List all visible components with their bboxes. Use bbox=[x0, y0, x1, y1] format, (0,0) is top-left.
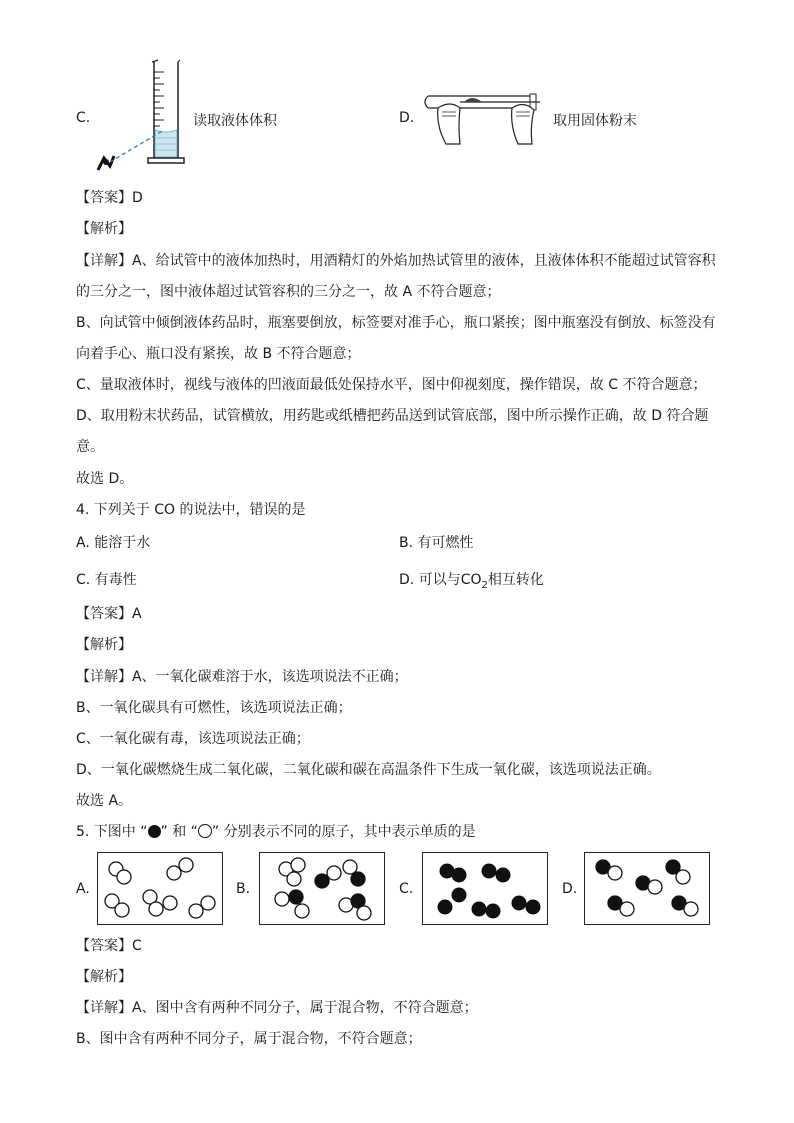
test-tube-powder-figure bbox=[420, 86, 548, 148]
q4-detail-line-2: B、一氧化碳具有可燃性，该选项说法正确； bbox=[76, 700, 352, 716]
q5-option-c-letter: C. bbox=[399, 881, 414, 897]
q4-option-a: A. 能溶于水 bbox=[76, 535, 151, 551]
graduated-cylinder-figure bbox=[92, 58, 202, 178]
q3-option-d-caption: 取用固体粉末 bbox=[553, 113, 637, 129]
atom-black bbox=[472, 902, 486, 916]
atom-white bbox=[167, 866, 181, 880]
atom-white bbox=[291, 858, 305, 872]
atom-white bbox=[201, 896, 215, 910]
co2-formula: CO bbox=[460, 572, 482, 588]
atom-black bbox=[289, 890, 303, 904]
atom-white bbox=[115, 903, 129, 917]
q3-answer: 【答案】D bbox=[76, 190, 143, 206]
q4-option-d-prefix: D. 可以与 bbox=[399, 572, 461, 588]
white-atom-icon bbox=[198, 824, 212, 838]
black-atom-icon bbox=[148, 825, 161, 838]
q4-answer: 【答案】A bbox=[76, 606, 142, 622]
atom-white bbox=[343, 860, 357, 874]
atom-white bbox=[648, 880, 662, 894]
q5-detail-line-2: B、图中含有两种不同分子，属于混合物，不符合题意； bbox=[76, 1031, 422, 1047]
q4-detail-line-3: C、一氧化碳有毒，该选项说法正确； bbox=[76, 731, 310, 747]
q5-option-a-letter: A. bbox=[76, 881, 90, 897]
atom-white bbox=[620, 902, 634, 916]
atom-black bbox=[452, 888, 466, 902]
q5-detail-line-1: 【详解】A、图中含有两种不同分子，属于混合物，不符合题意； bbox=[76, 1000, 478, 1016]
q3-detail-line-3: B、向试管中倾倒液体药品时，瓶塞要倒放，标签要对准手心，瓶口紧挨；图中瓶塞没有倒放、标签没有 bbox=[76, 315, 716, 331]
q3-detail-line-8: 故选 D。 bbox=[76, 471, 134, 487]
q3-detail-line-5: C、量取液体时，视线与液体的凹液面最低处保持水平，图中仰视刻度，操作错误，故 C 不符合题意； bbox=[76, 377, 707, 393]
q3-analysis-heading: 【解析】 bbox=[76, 221, 132, 237]
q4-option-c: C. 有毒性 bbox=[76, 572, 137, 588]
atom-white bbox=[608, 866, 622, 880]
q3-detail-line-2: 的三分之一，图中液体超过试管容积的三分之一，故 A 不符合题意； bbox=[76, 284, 501, 300]
atom-black bbox=[512, 896, 526, 910]
q3-option-c-letter: C. bbox=[76, 110, 91, 126]
q5-question-part-3: ” 分别表示不同的原子，其中表示单质的是 bbox=[211, 824, 476, 840]
atom-white bbox=[676, 870, 690, 884]
q3-detail-line-4: 向着手心、瓶口没有紧挨，故 B 不符合题意； bbox=[76, 346, 361, 362]
atom-white bbox=[684, 902, 698, 916]
q4-detail-line-1: 【详解】A、一氧化碳难溶于水，该选项说法不正确； bbox=[76, 669, 408, 685]
q5-question bbox=[76, 823, 476, 841]
q4-option-b: B. 有可燃性 bbox=[399, 535, 474, 551]
q5-option-b-box bbox=[259, 852, 385, 925]
atom-black bbox=[526, 900, 540, 914]
atom-black bbox=[452, 868, 466, 882]
q5-option-d-box bbox=[584, 852, 710, 925]
q5-answer: 【答案】C bbox=[76, 938, 142, 954]
q3-option-d-letter: D. bbox=[399, 110, 415, 126]
q4-analysis-heading: 【解析】 bbox=[76, 637, 132, 653]
atom-black bbox=[482, 864, 496, 878]
q4-detail-line-4: D、一氧化碳燃烧生成二氧化碳，二氧化碳和碳在高温条件下生成一氧化碳，该选项说法正确。 bbox=[76, 762, 661, 778]
atom-white bbox=[149, 902, 163, 916]
q4-option-d-suffix: 相互转化 bbox=[487, 572, 544, 588]
atom-white bbox=[163, 896, 177, 910]
q5-option-d-letter: D. bbox=[562, 881, 578, 897]
atom-black bbox=[438, 900, 452, 914]
atom-white bbox=[179, 858, 193, 872]
q4-detail-line-5: 故选 A。 bbox=[76, 793, 133, 809]
atom-white bbox=[275, 892, 289, 906]
atom-white bbox=[287, 872, 301, 886]
atom-white bbox=[327, 866, 341, 880]
atom-black bbox=[315, 874, 329, 888]
atom-black bbox=[486, 904, 500, 918]
q5-question-part-1: 5. 下图中 “ bbox=[76, 824, 148, 840]
q3-detail-line-7: 意。 bbox=[76, 439, 104, 455]
atom-white bbox=[117, 870, 131, 884]
co2-subscript: 2 bbox=[481, 579, 488, 591]
atom-white bbox=[189, 904, 203, 918]
atom-white bbox=[357, 906, 371, 920]
q5-analysis-heading: 【解析】 bbox=[76, 969, 132, 985]
q5-question-part-2: ” 和 “ bbox=[160, 824, 198, 840]
q3-detail-line-6: D、取用粉末状药品，试管横放，用药匙或纸槽把药品送到试管底部，图中所示操作正确，故 D 符合题 bbox=[76, 408, 709, 424]
q3-detail-line-1: 【详解】A、给试管中的液体加热时，用酒精灯的外焰加热试管里的液体，且液体体积不能超过试管容积 bbox=[76, 253, 716, 269]
atom-white bbox=[295, 904, 309, 918]
q5-option-a-box bbox=[97, 852, 223, 925]
q4-option-d bbox=[399, 569, 544, 591]
atom-black bbox=[496, 868, 510, 882]
atom-black bbox=[351, 872, 365, 886]
q3-option-c-caption: 读取液体体积 bbox=[193, 113, 277, 129]
q5-option-b-letter: B. bbox=[236, 881, 251, 897]
q4-question: 4. 下列关于 CO 的说法中，错误的是 bbox=[76, 502, 306, 518]
q5-option-c-box bbox=[422, 852, 548, 925]
